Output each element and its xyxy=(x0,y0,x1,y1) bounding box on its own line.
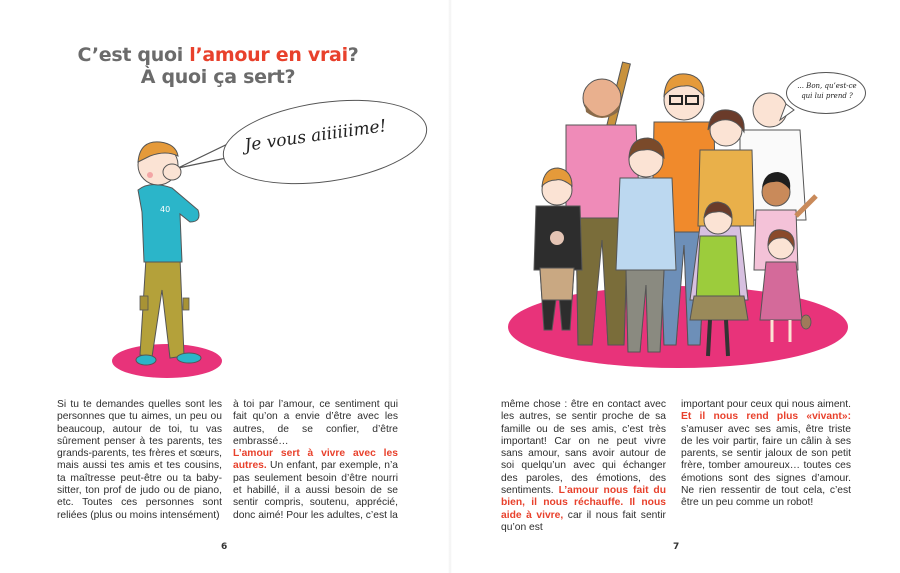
title-accent: l’amour en vrai xyxy=(189,44,348,66)
body-column-3 xyxy=(501,399,666,534)
body-highlight: Et il nous rend plus «vivant»: xyxy=(681,411,851,423)
title-suffix: ? xyxy=(347,44,359,66)
body-text: important pour ceux qui nous aiment. xyxy=(681,399,851,410)
body-text: Un enfant, par exemple, n’a pas seulement besoin d’être nourri et habillé, il a aussi besoin de se sentir compris, soutenu, apprécié, donc aimé! Pour les adultes, c’est la xyxy=(233,460,398,521)
speech-bubble-grandparent xyxy=(786,72,866,114)
body-highlight: L’amour nous fait du bien, il nous réchauffe. Il nous aide à vivre, xyxy=(501,485,666,521)
body-column-1 xyxy=(57,399,222,522)
title-line2: À quoi ça sert? xyxy=(140,66,296,88)
body-text: s’amuser avec ses amis, être triste de les voir partir, faire un câlin à ses parents, se sentir jaloux de son petit frère, tomber amoureux… toutes ces émotions sont des signes d’amour. Ne rien ressentir de tout cela, c’est être un peu comme un robot! xyxy=(681,423,851,509)
body-highlight: L’amour sert à vivre avec les autres. xyxy=(233,448,398,472)
page-number-left: 6 xyxy=(221,542,228,552)
body-text: Si tu te demandes quelles sont les personnes que tu aimes, un peu ou beaucoup, autour de toi, tu vas sûrement penser à tes parents, tes grands-parents, tes frères et sœurs, mais aussi tes amis et tes cousins, ta maîtresse peut-être ou ta baby-sitter, ton prof de judo ou de piano, etc. Toutes ces personnes sont reliées (plus ou moins intensément) xyxy=(57,399,222,521)
body-text: car il nous fait sentir qu’on est xyxy=(501,509,666,533)
body-column-2 xyxy=(233,399,398,522)
svg-text:40: 40 xyxy=(160,205,171,214)
body-text: à toi par l’amour, ce sentiment qui fait qu’on a envie d’être avec les autres, de se confier, d’être embrassé… xyxy=(233,399,398,447)
speech-bubble-text: ... Bon, qu’est-ce qui lui prend ? xyxy=(797,82,857,100)
body-text: même chose : être en contact avec les autres, se sentir proche de sa famille ou de ses amis, c’est très important! Car on ne peut vivre sans amour, sans avoir autour de soi quelqu’un avec qui échanger des paroles, des émotions, des sentiments. xyxy=(501,399,666,497)
speech-bubble-text: Je vous aiiiiiime! xyxy=(243,116,388,156)
body-column-4 xyxy=(681,399,851,510)
title-prefix: C’est quoi xyxy=(77,44,190,66)
page-number-right: 7 xyxy=(673,542,680,552)
